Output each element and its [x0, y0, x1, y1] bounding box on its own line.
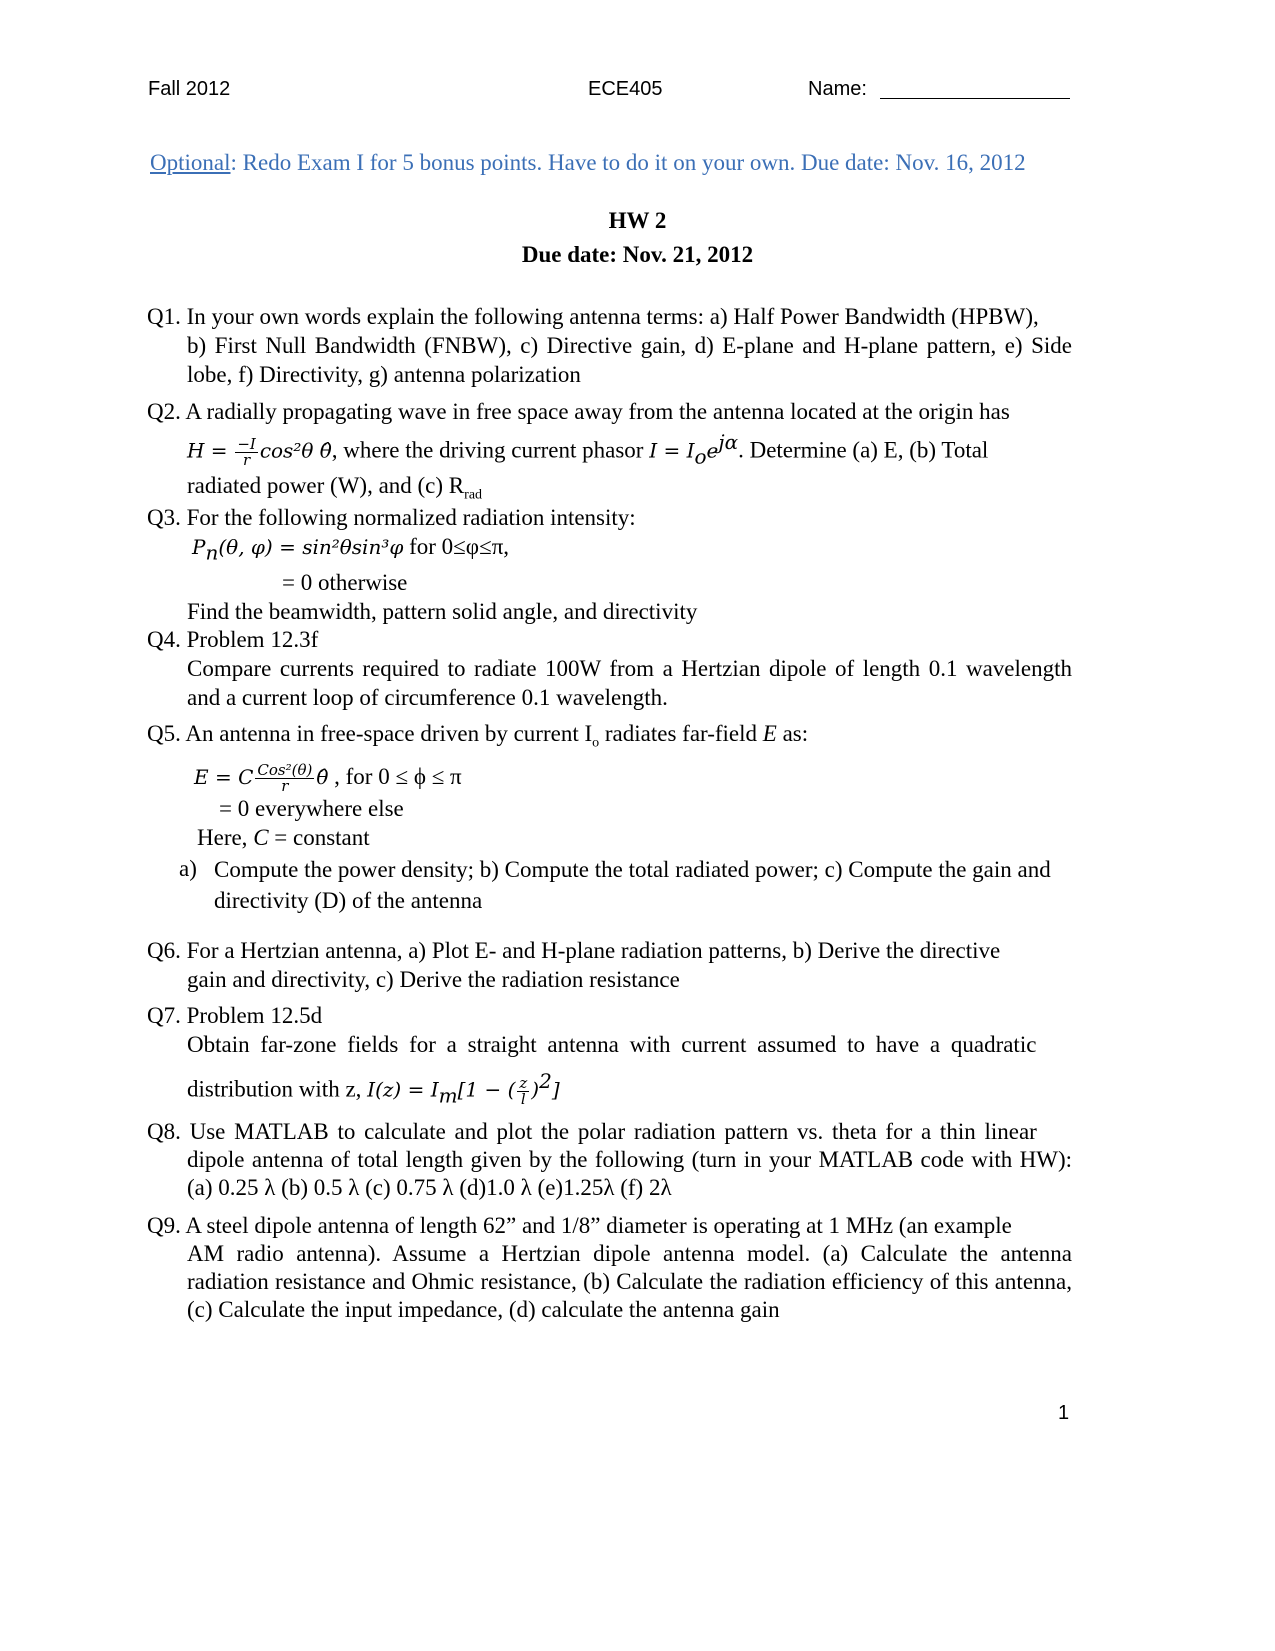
q7-line1: Problem 12.5d	[186, 1003, 323, 1028]
q2-mid: , where the driving current phasor	[331, 437, 644, 463]
optional-notice	[150, 150, 1026, 176]
q5-here-a: Here,	[197, 824, 254, 850]
q5-equation-line	[147, 762, 1072, 794]
q5-line1a: An antenna in free-space driven by current I	[185, 721, 593, 746]
q2-eq-fraction	[235, 434, 258, 469]
question-2	[147, 397, 1072, 510]
q4-rest: Compare currents required to radiate 100W from a Hertzian dipole of length 0.1 wavelength and a current loop of circumference 0.1 wavelength.	[187, 656, 1072, 710]
q5-here-C: C	[253, 824, 269, 850]
q5-line1b: radiates far-field	[599, 721, 763, 746]
q7-eq-fraction	[517, 1073, 529, 1108]
q1-line1: In your own words explain the following antenna terms: a) Half Power Bandwidth (HPBW),	[186, 304, 1039, 329]
q7-eq-rest2: )	[531, 1077, 540, 1102]
q5-a-text: Compute the power density; b) Compute the total radiated power; c) Compute the gain and directivity (D) of the antenna	[214, 856, 1051, 913]
q2-line3: radiated power (W), and (c) R	[187, 473, 465, 499]
q5-else: = 0 everywhere else	[219, 795, 404, 821]
q5-eq-theta: θ̂	[316, 764, 329, 789]
q5-eq-den: r	[255, 778, 314, 794]
q2-eq2-sub: o	[694, 444, 707, 469]
q5-number: Q5.	[147, 721, 181, 746]
q4-line1: Problem 12.3f	[186, 627, 319, 652]
q5-a-label: a)	[179, 855, 197, 881]
header-course: ECE405	[588, 78, 663, 100]
q5-here-b: = constant	[268, 824, 370, 850]
q5-eq-num: Cos²(θ)	[257, 760, 313, 779]
question-4	[147, 625, 1072, 712]
question-6	[147, 936, 1072, 994]
q2-eq-den: r	[242, 450, 251, 469]
q2-eq-num: −I	[237, 434, 256, 453]
q3-number: Q3.	[147, 505, 181, 530]
q9-number: Q9.	[147, 1213, 181, 1238]
q3-line1: For the following normalized radiation intensity:	[186, 505, 636, 530]
q2-eq-rest: cos²θ θ̂	[259, 438, 332, 463]
q2-equation-line	[147, 428, 1072, 471]
q1-rest: b) First Null Bandwidth (FNBW), c) Directive gain, d) E-plane and H-plane pattern, e) Side lobe, f) Directivity, g) antenna polarization	[187, 333, 1072, 387]
q2-eq-lhs: H =	[187, 438, 228, 463]
q2-line1: A radially propagating wave in free space away from the antenna located at the origin has	[185, 399, 1010, 424]
q7-eq-den: l	[520, 1089, 526, 1108]
q5-eq-fraction	[255, 760, 314, 795]
q8-number: Q8.	[147, 1119, 181, 1144]
question-8	[147, 1117, 1072, 1202]
hw-title: HW 2	[608, 208, 667, 233]
q3-eq-sub: n	[205, 540, 219, 565]
question-1	[147, 302, 1072, 389]
q5-cond: , for 0 ≤ ϕ ≤ π	[328, 763, 462, 789]
q3-eq: P	[192, 535, 206, 559]
optional-text: : Redo Exam I for 5 bonus points. Have to do it on your own. Due date: Nov. 16, 2012	[230, 150, 1026, 175]
question-3	[147, 503, 1072, 626]
q9-line1: A steel dipole antenna of length 62” and 1/8” diameter is operating at 1 MHz (an example	[185, 1213, 1012, 1238]
q3-cond: for 0≤φ≤π,	[403, 534, 510, 559]
hw-due-date: Due date: Nov. 21, 2012	[521, 242, 754, 267]
q7-equation-line	[147, 1067, 1072, 1110]
q2-eq2-sup: jα	[718, 430, 739, 454]
q7-eq-num: z	[519, 1073, 528, 1092]
header-name-label: Name:	[808, 78, 867, 100]
q7-line3: distribution with z,	[187, 1076, 362, 1102]
q2-tail: . Determine (a) E, (b) Total	[738, 437, 989, 463]
q7-eq-rest3: ]	[551, 1077, 560, 1102]
q3-eq-rest: (θ, φ) = sin²θsin³φ	[218, 535, 404, 559]
q5-subparts	[147, 854, 1072, 916]
q6-line1: For a Hertzian antenna, a) Plot E- and H-plane radiation patterns, b) Derive the directive	[186, 938, 1001, 963]
q7-eq-rest1: [1 − (	[457, 1077, 516, 1102]
q6-number: Q6.	[147, 938, 181, 963]
q7-eq-sub: m	[438, 1083, 458, 1108]
name-blank-line	[880, 98, 1070, 99]
q5-eq-lhs: E = C	[194, 764, 254, 789]
question-7	[147, 1001, 1072, 1110]
q2-eq2: I = I	[649, 438, 695, 463]
q5-line1-sub: o	[592, 735, 600, 751]
q3-find: Find the beamwidth, pattern solid angle, and directivity	[187, 598, 698, 624]
q2-line3-sub: rad	[464, 487, 483, 503]
q8-line1: Use MATLAB to calculate and plot the polar radiation pattern vs. theta for a thin linear	[189, 1119, 1037, 1144]
q5-line1c: as:	[776, 721, 809, 746]
page-number: 1	[1058, 1402, 1070, 1424]
question-9	[147, 1211, 1072, 1324]
q1-number: Q1.	[147, 304, 181, 329]
header-semester: Fall 2012	[148, 78, 231, 100]
q2-eq2-e: e	[706, 438, 719, 463]
optional-word: Optional	[150, 150, 231, 175]
q5-line1-E: E	[762, 721, 777, 746]
q7-number: Q7.	[147, 1003, 181, 1028]
q4-number: Q4.	[147, 627, 181, 652]
q3-otherwise: = 0 otherwise	[282, 569, 408, 595]
q9-rest: AM radio antenna). Assume a Hertzian dipole antenna model. (a) Calculate the antenna radiation resistance and Ohmic resistance, (b) Calculate the radiation efficiency of this antenna, (c) Calculate the input impedance, (d) calculate the antenna gain	[187, 1241, 1072, 1322]
q7-eq-sup: 2	[539, 1069, 552, 1093]
q7-eq: I(z) = I	[367, 1077, 439, 1102]
q7-line2: Obtain far-zone fields for a straight antenna with current assumed to have a quadratic	[187, 1032, 1037, 1057]
q6-rest: gain and directivity, c) Derive the radiation resistance	[187, 967, 680, 992]
question-5	[147, 719, 1072, 916]
q8-rest: dipole antenna of total length given by the following (turn in your MATLAB code with HW): (a) 0.25 λ (b) 0.5 λ (c) 0.75 λ (d)1.0 λ (e)1.25λ (f) 2λ	[187, 1147, 1072, 1200]
q2-number: Q2.	[147, 399, 181, 424]
